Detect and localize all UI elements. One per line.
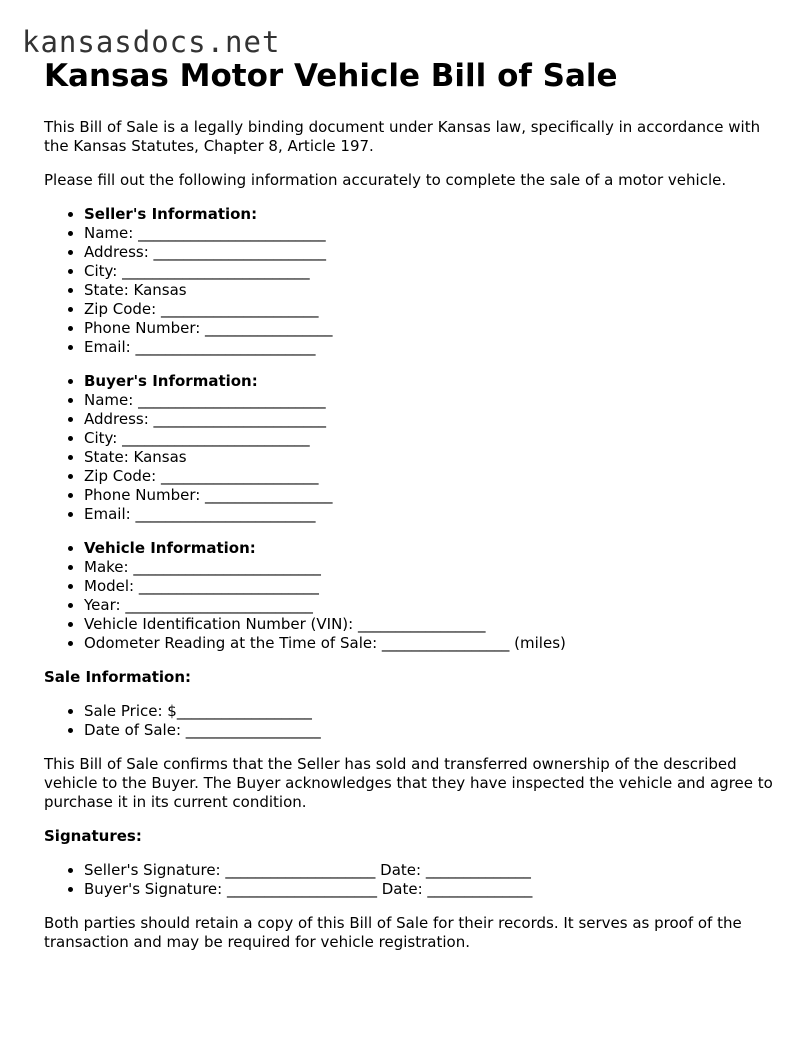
seller-signature-field: • Seller's Signature: ____________________ Date: ______________: [84, 861, 784, 880]
instruction-paragraph: Please fill out the following information accurately to complete the sale of a motor vehicle.: [44, 171, 727, 189]
buyer-signature-field: • Buyer's Signature: ____________________ Date: ______________: [84, 880, 784, 899]
buyer-email-field: • Email: ________________________: [84, 505, 784, 524]
vehicle-make-field: • Make: _________________________: [84, 558, 784, 577]
seller-email-field: • Email: ________________________: [84, 338, 784, 357]
watermark: kansasdocs.net: [22, 25, 281, 59]
buyer-heading: • Buyer's Information:: [84, 372, 784, 391]
confirmation-paragraph: This Bill of Sale confirms that the Seller has sold and transferred ownership of the described vehicle to the Buyer. The Buyer acknowledges that they have inspected the vehicle and agree to purchase it in its current condition.: [44, 755, 773, 811]
signatures-section: [44, 861, 784, 899]
buyer-zip-field: • Zip Code: _____________________: [84, 467, 784, 486]
seller-phone-field: • Phone Number: _________________: [84, 319, 784, 338]
document-body: [44, 56, 784, 952]
buyer-city-field: • City: _________________________: [84, 429, 784, 448]
buyer-address-field: • Address: _______________________: [84, 410, 784, 429]
seller-address-field: • Address: _______________________: [84, 243, 784, 262]
sale-section: [44, 702, 784, 740]
closing-paragraph: Both parties should retain a copy of this Bill of Sale for their records. It serves as proof of the transaction and may be required for vehicle registration.: [44, 914, 742, 951]
document-title: Kansas Motor Vehicle Bill of Sale: [44, 58, 618, 94]
sale-price-field: • Sale Price: $__________________: [84, 702, 784, 721]
buyer-name-field: • Name: _________________________: [84, 391, 784, 410]
vehicle-model-field: • Model: ________________________: [84, 577, 784, 596]
seller-city-field: • City: _________________________: [84, 262, 784, 281]
buyer-section: [44, 372, 784, 524]
sale-date-field: • Date of Sale: __________________: [84, 721, 784, 740]
intro-paragraph: This Bill of Sale is a legally binding document under Kansas law, specifically in accordance with the Kansas Statutes, Chapter 8, Article 197.: [44, 118, 761, 155]
vehicle-odometer-field: • Odometer Reading at the Time of Sale: _________________ (miles): [84, 634, 784, 653]
seller-name-field: • Name: _________________________: [84, 224, 784, 243]
vehicle-year-field: • Year: _________________________: [84, 596, 784, 615]
seller-heading: • Seller's Information:: [84, 205, 784, 224]
seller-state-field: • State: Kansas: [84, 281, 784, 300]
sale-heading: Sale Information:: [44, 668, 191, 686]
seller-section: [44, 205, 784, 357]
buyer-phone-field: • Phone Number: _________________: [84, 486, 784, 505]
vehicle-vin-field: • Vehicle Identification Number (VIN): _________________: [84, 615, 784, 634]
signatures-heading: Signatures:: [44, 827, 142, 845]
buyer-state-field: • State: Kansas: [84, 448, 784, 467]
vehicle-heading: • Vehicle Information:: [84, 539, 784, 558]
vehicle-section: [44, 539, 784, 653]
seller-zip-field: • Zip Code: _____________________: [84, 300, 784, 319]
